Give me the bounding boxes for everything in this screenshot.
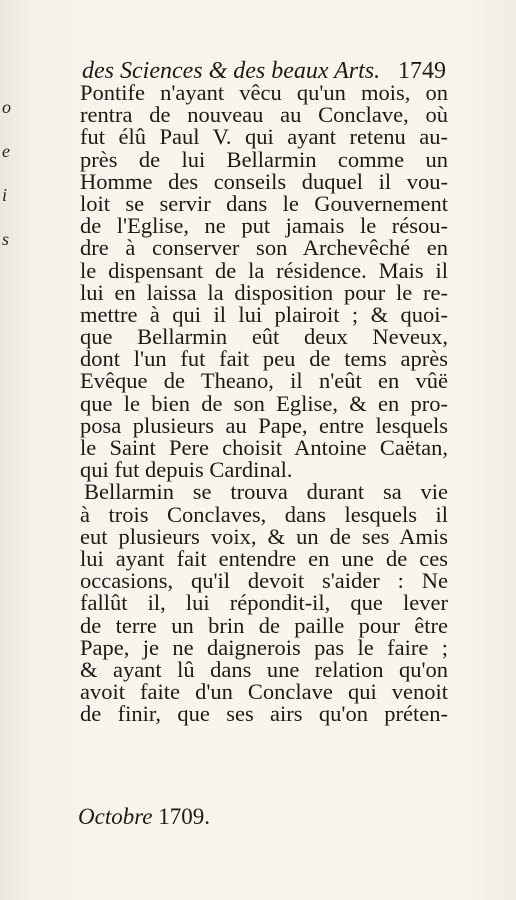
text-line: que le bien de son Eglise, & en pro- [80,390,448,416]
text-line: de finir, que ses airs qu'on préten- [80,701,448,727]
paragraph-1 [80,82,448,481]
text-line: mettre à qui il lui plairoit ; & quoi- [80,301,448,327]
page-number: 1749 [398,58,446,84]
text-line: lui en laissa la disposition pour le re- [80,279,448,305]
text-line: Bellarmin se trouva durant sa vie [84,479,448,505]
text-line: loit se servir dans le Gouvernement [80,190,448,216]
paragraph-2 [80,481,448,725]
text-line: le Saint Pere choisit Antoine Caëtan, [80,435,448,460]
running-title: des Sciences & des beaux Arts. [82,58,381,84]
text-line: près de lui Bellarmin comme un [80,146,448,172]
text-line: eut plusieurs voix, & un de ses Amis [80,523,448,549]
text-line: le dispensant de la résidence. Mais il [80,257,448,283]
text-line: de terre un brin de paille pour être [80,612,448,638]
text-line: dont l'un fut fait peu de tems après [80,346,448,372]
text-line: Evêque de Theano, il n'eût en vûë [80,368,448,394]
text-line: lui ayant fait entendre en une de ces [80,545,448,571]
text-line: de l'Eglise, ne put jamais le résou- [80,213,448,239]
text-line: occasions, qu'il devoit s'aider : Ne [80,568,448,594]
margin-mark: e [2,141,10,161]
text-line: fut élû Paul V. qui ayant retenu au- [80,124,448,150]
text-line: Homme des conseils duquel il vou- [80,168,448,194]
text-line: fallût il, lui répondit-il, que lever [80,590,448,616]
text-line: qui fut depuis Cardinal. [80,457,293,483]
text-line: posa plusieurs au Pape, entre lesquels [80,412,448,438]
facing-page-margin-marks [2,85,16,261]
text-line: Pontife n'ayant vêcu qu'un mois, on [80,80,448,105]
text-line: à trois Conclaves, dans lesquels il [80,501,448,527]
text-line: avoit faite d'un Conclave qui venoit [80,679,448,705]
text-line: Pape, je ne daignerois pas le faire ; [80,634,448,660]
footer-month: Octobre [78,804,153,829]
text-line: rentra de nouveau au Conclave, où [80,102,448,128]
text-line: dre à conserver son Archevêché en [80,235,448,261]
margin-mark: o [2,97,11,117]
page-footer [78,802,210,832]
margin-mark: i [2,185,8,205]
text-line: que Bellarmin eût deux Neveux, [80,324,448,350]
margin-mark: s [2,229,10,249]
footer-year: 1709. [158,804,211,829]
text-line: & ayant lû dans une relation qu'on [80,656,448,682]
body-text [80,82,448,725]
